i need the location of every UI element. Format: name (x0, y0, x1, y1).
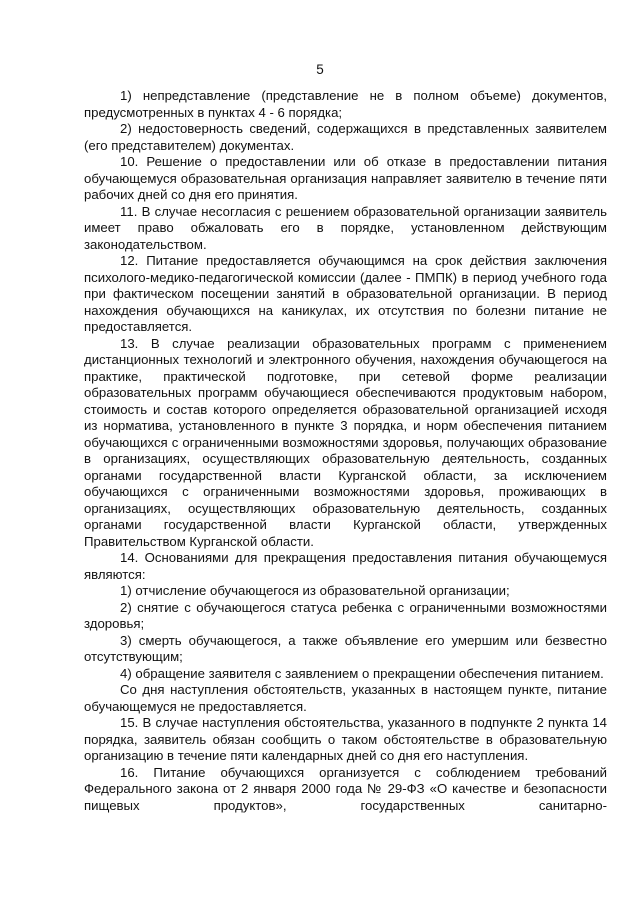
page-number: 5 (316, 62, 324, 77)
document-body (84, 88, 607, 814)
paragraph-13: 13. В случае реализации образовательных программ с применением дистанционных технологий и электронного обучения, нахождения обучающегося на практике, практической подготовке, при сетевой форме реализации образовательных программ обучающиеся обеспечиваются продуктовым набором, стоимость и состав которого определяется образовательной организацией исходя из норматива, установленного в пункте 3 порядка, и норм обеспечения питанием обучающихся с ограниченными возможностями здоровья, получающих образование в организациях, осуществляющих образовательную деятельность, созданных органами государственной власти Курганской области, за исключением обучающихся с ограниченными возможностями здоровья, проживающих в организациях, осуществляющих образовательную деятельность, созданных органами государственной власти Курганской области, утвержденных Правительством Курганской области. (84, 335, 607, 549)
paragraph-12: 12. Питание предоставляется обучающимся на срок действия заключения психолого-медико-педагогической комиссии (далее - ПМПК) в период учебного года при фактическом посещении занятий в образовательной организации. В период нахождения обучающихся на каникулах, их отсутствия по болезни питание не предоставляется. (84, 253, 607, 334)
paragraph-14-item-1: 1) отчисление обучающегося из образовательной организации; (120, 583, 510, 598)
paragraph-10: 10. Решение о предоставлении или об отказе в предоставлении питания обучающемуся образовательная организация направляет заявителю в течение пяти рабочих дней со дня его принятия. (84, 154, 607, 202)
paragraph-clause-1: 1) непредставление (представление не в полном объеме) документов, предусмотренных в пунктах 4 - 6 порядка; (84, 88, 607, 120)
paragraph-15: 15. В случае наступления обстоятельства, указанного в подпункте 2 пункта 14 порядка, заявитель обязан сообщить о таком обстоятельстве в образовательную организацию в течение пяти календарных дней со дня его наступления. (84, 715, 607, 763)
paragraph-16: 16. Питание обучающихся организуется с соблюдением требований Федерального закона от 2 января 2000 года № 29-ФЗ «О качестве и безопасности пищевых продуктов», государственных санитарно- (84, 764, 607, 813)
paragraph-14: 14. Основаниями для прекращения предоставления питания обучающемуся являются: (84, 550, 607, 582)
paragraph-11: 11. В случае несогласия с решением образовательной организации заявитель имеет право обжаловать его в порядке, установленном действующим законодательством. (84, 203, 607, 252)
paragraph-14-note: Со дня наступления обстоятельств, указанных в настоящем пункте, питание обучающемуся не предоставляется. (84, 682, 607, 714)
paragraph-14-item-2: 2) снятие с обучающегося статуса ребенка с ограниченными возможностями здоровья; (84, 599, 607, 631)
paragraph-14-item-3: 3) смерть обучающегося, а также объявление его умершим или безвестно отсутствующим; (84, 632, 607, 664)
paragraph-clause-2: 2) недостоверность сведений, содержащихся в представленных заявителем (его представителем) документах. (84, 121, 607, 153)
paragraph-14-item-4: 4) обращение заявителя с заявлением о прекращении обеспечения питанием. (120, 665, 604, 681)
